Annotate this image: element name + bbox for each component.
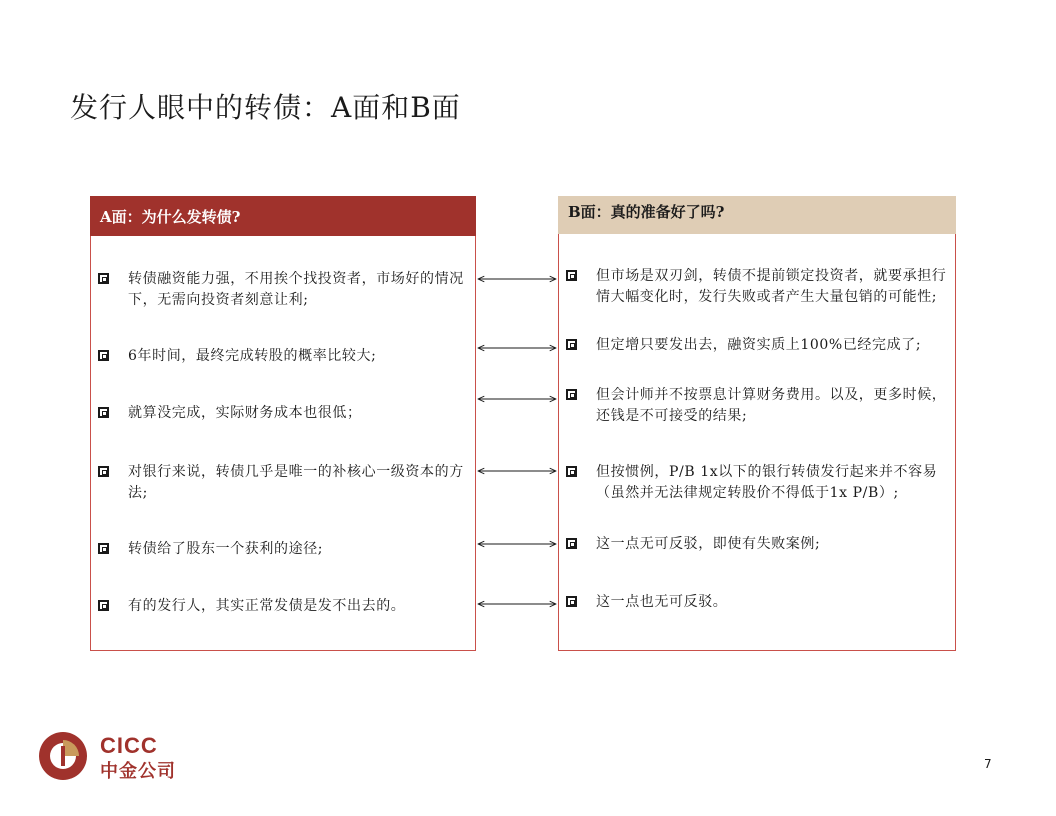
panel-a-header: A面：为什么发转债? bbox=[90, 196, 476, 236]
panel-b-header: B面：真的准备好了吗? bbox=[558, 196, 956, 234]
page-number: 7 bbox=[984, 757, 992, 771]
list-item: 这一点也无可反驳。 bbox=[566, 592, 950, 613]
list-item: 就算没完成，实际财务成本也很低； bbox=[98, 403, 470, 424]
list-item: 6年时间，最终完成转股的概率比较大; bbox=[98, 346, 470, 367]
list-item: 转债给了股东一个获利的途径; bbox=[98, 539, 470, 560]
page-title: 发行人眼中的转债：A面和B面 bbox=[70, 91, 461, 124]
list-item: 但定增只要发出去，融资实质上100%已经完成了; bbox=[566, 335, 950, 356]
list-item: 有的发行人，其实正常发债是发不出去的。 bbox=[98, 596, 470, 617]
list-item: 这一点无可反驳，即使有失败案例; bbox=[566, 534, 950, 555]
list-item: 但按惯例，P/B 1x以下的银行转债发行起来并不容易（虽然并无法律规定转股价不得低于1x P/B）; bbox=[566, 462, 950, 504]
list-item: 但市场是双刃剑，转债不提前锁定投资者，就要承担行情大幅变化时，发行失败或者产生大量包销的可能性; bbox=[566, 266, 950, 308]
list-item: 对银行来说，转债几乎是唯一的补核心一级资本的方法; bbox=[98, 462, 470, 504]
list-item: 转债融资能力强，不用挨个找投资者，市场好的情况下，无需向投资者刻意让利; bbox=[98, 269, 470, 311]
logo-text-en: CICC bbox=[100, 733, 158, 758]
logo-text-cn: 中金公司 bbox=[100, 761, 176, 782]
list-item: 但会计师并不按票息计算财务费用。以及，更多时候，还钱是不可接受的结果; bbox=[566, 385, 950, 427]
